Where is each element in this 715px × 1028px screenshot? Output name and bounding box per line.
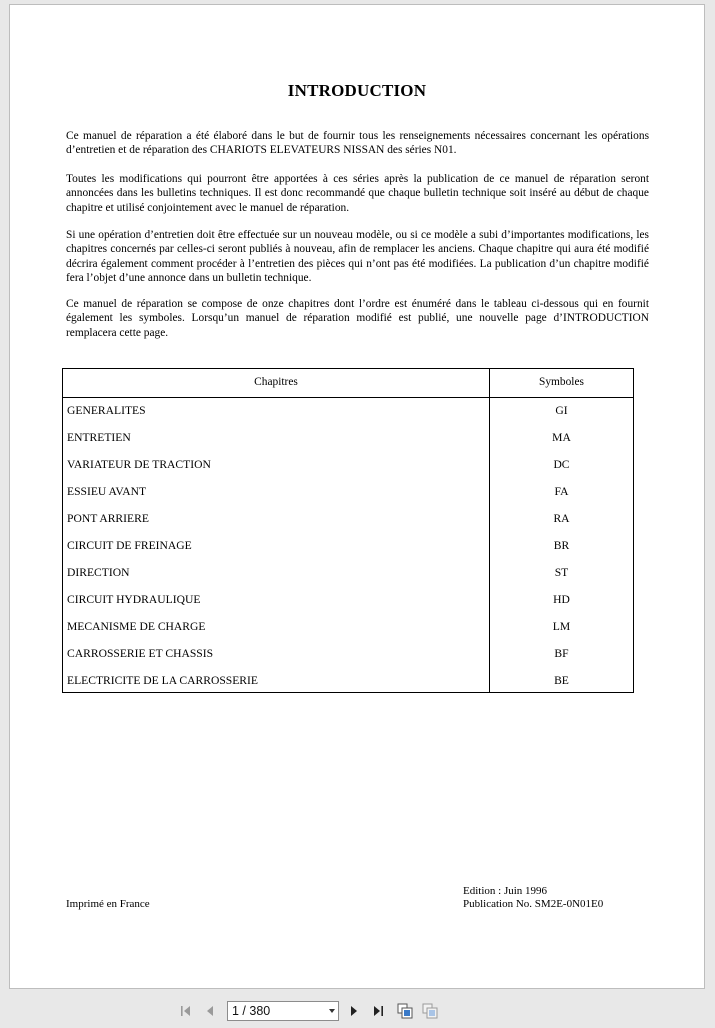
table-row bbox=[63, 618, 633, 645]
page-indicator: 1 / 380 bbox=[232, 1004, 271, 1018]
chapter-symbol: RA bbox=[553, 512, 570, 525]
table-header-chapters: Chapitres bbox=[254, 376, 298, 388]
fit-page-icon bbox=[396, 1002, 414, 1020]
chapter-name: CARROSSERIE ET CHASSIS bbox=[67, 647, 214, 660]
paragraph-4: Ce manuel de réparation se compose de onze chapitres dont l’ordre est énuméré dans le tableau ci-dessous qui en fournit également les symboles. Lorsqu’un manuel de réparation modifié est publié, une nouvelle page d’INTRODUCTION remplacera cette page. bbox=[66, 298, 649, 339]
chapter-name: CIRCUIT DE FREINAGE bbox=[67, 539, 192, 552]
chapter-symbol: BF bbox=[554, 647, 569, 660]
table-header-divider bbox=[63, 397, 633, 398]
fit-page-button[interactable] bbox=[396, 1002, 414, 1020]
previous-page-button[interactable] bbox=[201, 1002, 219, 1020]
table-row bbox=[63, 672, 633, 699]
chapter-symbol: MA bbox=[552, 431, 571, 444]
table-row bbox=[63, 483, 633, 510]
fit-width-button[interactable] bbox=[421, 1002, 439, 1020]
paragraph-3: Si une opération d’entretien doit être effectuée sur un nouveau modèle, ou si ce modèle a subi d’importantes modifications, les chapitres concernés par celles-ci seront publiés à nouveau, afin de remplacer les anciens. Chaque chapitre qui aura été modifié décrira également comment procéder à l’entretien des pièces qui n’ont pas été modifiées. La publication d’un chapitre modifié fera l’objet d’une annonce dans un bulletin technique. bbox=[66, 229, 649, 284]
chapter-symbol: FA bbox=[554, 485, 569, 498]
chapter-symbol: DC bbox=[553, 458, 570, 471]
chapter-symbol: BE bbox=[554, 674, 569, 687]
chapter-symbol: HD bbox=[553, 593, 570, 606]
table-row bbox=[63, 456, 633, 483]
chapter-name: PONT ARRIERE bbox=[67, 512, 149, 525]
first-page-icon bbox=[179, 1004, 193, 1018]
publication-info bbox=[463, 885, 603, 911]
table-body bbox=[63, 402, 633, 699]
table-header-symbols: Symboles bbox=[539, 376, 584, 388]
page-number-select[interactable] bbox=[227, 1001, 339, 1021]
document-page bbox=[9, 4, 705, 989]
chapter-name: CIRCUIT HYDRAULIQUE bbox=[67, 593, 201, 606]
paragraph-2: Toutes les modifications qui pourront être apportées à ces séries après la publication de ce manuel de réparation seront annoncées dans les bulletins techniques. Il est donc recommandé que chaque bulletin technique soit inséré au début de chaque chapitre et utilisé conjointement avec le manuel de réparation. bbox=[66, 173, 649, 214]
previous-page-icon bbox=[203, 1004, 217, 1018]
last-page-button[interactable] bbox=[369, 1002, 387, 1020]
chapter-symbol: ST bbox=[554, 566, 569, 579]
table-row bbox=[63, 645, 633, 672]
paragraph-1: Ce manuel de réparation a été élaboré dans le but de fournir tous les renseignements nécessaires concernant les opérations d’entretien et de réparation des CHARIOTS ELEVATEURS NISSAN des séries N01. bbox=[66, 130, 649, 157]
table-row bbox=[63, 537, 633, 564]
chapter-symbol: BR bbox=[553, 539, 570, 552]
table-row bbox=[63, 564, 633, 591]
fit-width-icon bbox=[421, 1002, 439, 1020]
chapter-name: VARIATEUR DE TRACTION bbox=[67, 458, 211, 471]
table-row bbox=[63, 591, 633, 618]
chapter-name: DIRECTION bbox=[67, 566, 130, 579]
chapter-name: ESSIEU AVANT bbox=[67, 485, 147, 498]
last-page-icon bbox=[371, 1004, 385, 1018]
table-row bbox=[63, 510, 633, 537]
chevron-down-icon bbox=[329, 1009, 335, 1013]
table-row bbox=[63, 402, 633, 429]
next-page-icon bbox=[347, 1004, 361, 1018]
viewer-toolbar bbox=[0, 993, 715, 1028]
publication-number: Publication No. SM2E-0N01E0 bbox=[463, 898, 604, 910]
chapter-name: ELECTRICITE DE LA CARROSSERIE bbox=[67, 674, 258, 687]
chapter-symbol: LM bbox=[552, 620, 571, 633]
chapter-name: MECANISME DE CHARGE bbox=[67, 620, 206, 633]
first-page-button[interactable] bbox=[177, 1002, 195, 1020]
chapter-name: GENERALITES bbox=[67, 404, 146, 417]
edition-date: Edition : Juin 1996 bbox=[463, 885, 548, 897]
chapter-symbol: GI bbox=[555, 404, 568, 417]
printed-in-note: Imprimé en France bbox=[66, 898, 150, 910]
page-title: INTRODUCTION bbox=[287, 81, 427, 100]
chapters-table bbox=[62, 368, 634, 693]
chapter-name: ENTRETIEN bbox=[67, 431, 131, 444]
next-page-button[interactable] bbox=[345, 1002, 363, 1020]
table-row bbox=[63, 429, 633, 456]
